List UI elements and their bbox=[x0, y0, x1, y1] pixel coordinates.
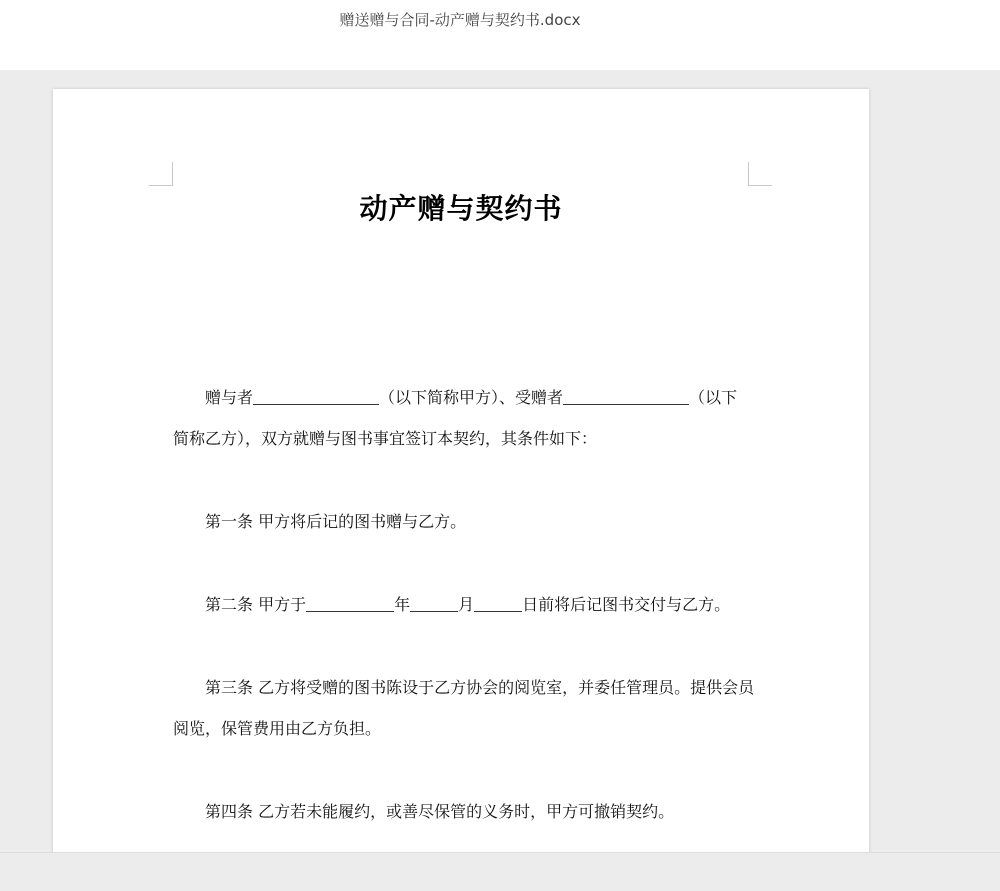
recipient-name-blank bbox=[563, 388, 689, 405]
document-file-title: 赠送赠与合同-动产赠与契约书.docx bbox=[339, 11, 581, 29]
bottom-status-bar bbox=[0, 852, 1000, 891]
document-heading: 动产赠与契约书 bbox=[359, 192, 563, 225]
intro-text-donor: 赠与者 bbox=[205, 388, 254, 407]
article-2-text-d: 日前将后记图书交付与乙方。 bbox=[522, 595, 731, 614]
intro-line-1 bbox=[173, 377, 785, 419]
document-page[interactable] bbox=[53, 89, 869, 869]
article-2-year-label: 年 bbox=[394, 595, 411, 614]
article-2 bbox=[173, 584, 785, 626]
article-1: 第一条 甲方将后记的图书赠与乙方。 bbox=[205, 512, 467, 531]
year-blank bbox=[306, 595, 394, 612]
article-2-text-a: 第二条 甲方于 bbox=[205, 595, 307, 614]
title-bar bbox=[0, 0, 1000, 70]
intro-text-end: （以下 bbox=[689, 388, 738, 407]
article-2-month-label: 月 bbox=[458, 595, 475, 614]
margin-corner-top-right bbox=[748, 162, 772, 186]
donor-name-blank bbox=[253, 388, 379, 405]
margin-corner-top-left bbox=[149, 162, 173, 186]
article-3-line-2: 阅览，保管费用由乙方负担。 bbox=[173, 719, 382, 738]
day-blank bbox=[474, 595, 522, 612]
article-3-line-1: 第三条 乙方将受赠的图书陈设于乙方协会的阅览室，并委任管理员。提供会员 bbox=[205, 678, 755, 697]
intro-line-2: 简称乙方），双方就赠与图书事宜签订本契约，其条件如下： bbox=[173, 429, 598, 448]
intro-text-middle: （以下简称甲方）、受赠者 bbox=[379, 388, 564, 407]
article-4: 第四条 乙方若未能履约，或善尽保管的义务时，甲方可撤销契约。 bbox=[205, 802, 675, 821]
month-blank bbox=[410, 595, 458, 612]
